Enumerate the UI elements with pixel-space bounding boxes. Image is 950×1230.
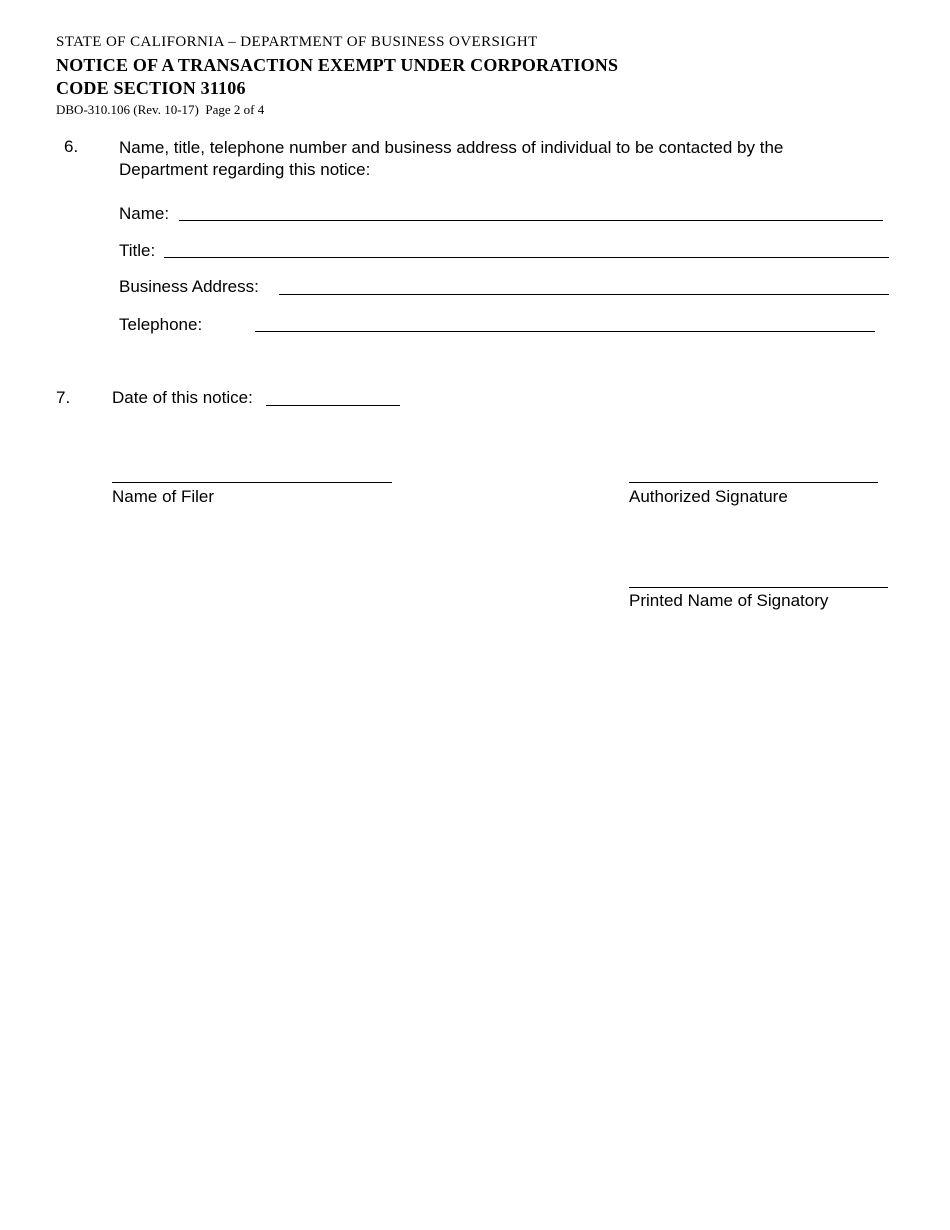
- item-6-question: [119, 137, 783, 181]
- contact-name-field[interactable]: [179, 220, 883, 221]
- contact-title-label: Title:: [119, 241, 156, 260]
- item-6-question-line2: Department regarding this notice:: [119, 160, 371, 179]
- form-id-line: [56, 102, 264, 118]
- business-address-field[interactable]: [279, 294, 889, 295]
- telephone-field[interactable]: [255, 331, 875, 332]
- form-title-line1: NOTICE OF A TRANSACTION EXEMPT UNDER CORPORATIONS: [56, 55, 619, 75]
- item-7-number: 7.: [56, 388, 71, 407]
- authorized-signature-field[interactable]: [629, 482, 878, 483]
- telephone-label: Telephone:: [119, 315, 203, 334]
- agency-header: STATE OF CALIFORNIA – DEPARTMENT OF BUSINESS OVERSIGHT: [56, 34, 538, 50]
- page-number: Page 2 of 4: [205, 102, 265, 117]
- printed-name-field[interactable]: [629, 587, 888, 588]
- filer-name-field[interactable]: [112, 482, 392, 483]
- notice-date-label: Date of this notice:: [112, 388, 253, 407]
- item-6-number: 6.: [64, 137, 79, 156]
- form-id: DBO-310.106 (Rev. 10-17): [56, 102, 199, 117]
- contact-title-field[interactable]: [164, 257, 889, 258]
- contact-name-label: Name:: [119, 204, 170, 223]
- notice-date-field[interactable]: [266, 405, 400, 406]
- filer-name-label: Name of Filer: [112, 487, 215, 506]
- form-title-line2: CODE SECTION 31106: [56, 78, 246, 98]
- authorized-signature-label: Authorized Signature: [629, 487, 788, 506]
- item-6-question-line1: Name, title, telephone number and business address of individual to be contacted by the: [119, 138, 784, 157]
- printed-name-label: Printed Name of Signatory: [629, 591, 829, 610]
- business-address-label: Business Address:: [119, 277, 259, 296]
